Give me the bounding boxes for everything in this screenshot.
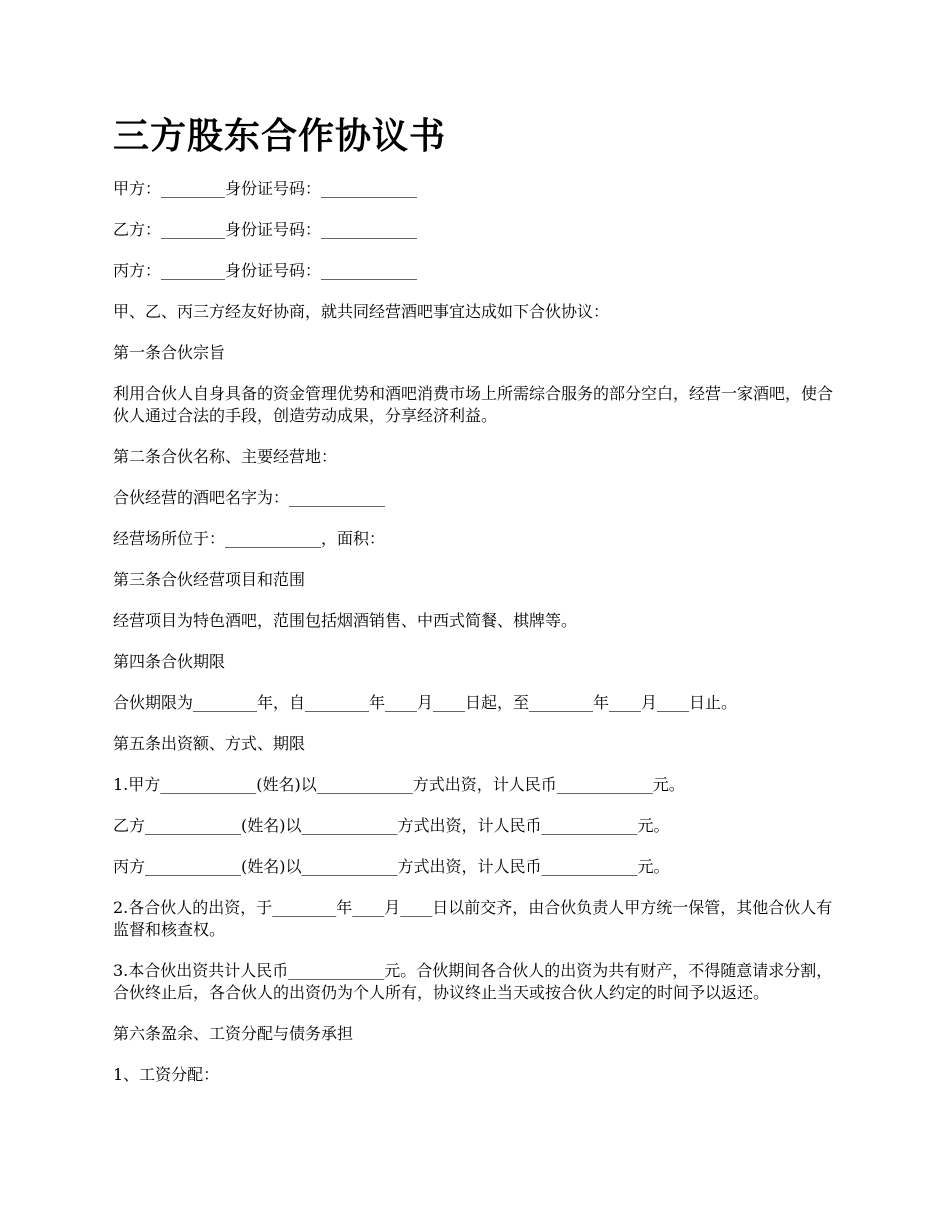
bar-name-line: 合伙经营的酒吧名字为：____________ xyxy=(113,488,386,507)
salary-distribution-line: 1、工资分配： xyxy=(113,1065,220,1084)
contribution-total: 3.本合伙出资共计人民币____________元。合伙期间各合伙人的出资为共有财产，不得随意请求分割，合伙终止后，各合伙人的出资仍为个人所有，协议终止当天或按合伙人约定的时间予以返还。 xyxy=(113,961,833,1002)
party-a-line: 甲方：________身份证号码：____________ xyxy=(113,179,418,198)
article-5-heading: 第五条出资额、方式、期限 xyxy=(113,734,306,753)
document-title: 三方股东合作协议书 xyxy=(113,115,447,157)
document-page xyxy=(113,112,843,1105)
term-line: 合伙期限为________年，自________年____月____日起，至________年____月____日止。 xyxy=(113,693,738,712)
article-4-heading: 第四条合伙期限 xyxy=(113,652,226,671)
contribution-deadline: 2.各合伙人的出资，于________年____月____日以前交齐，由合伙负责人甲方统一保管，其他合伙人有监督和核查权。 xyxy=(113,898,833,939)
article-6-heading: 第六条盈余、工资分配与债务承担 xyxy=(113,1024,354,1043)
contribution-c-line: 丙方____________(姓名)以____________方式出资，计人民币____________元。 xyxy=(113,857,670,876)
article-3-body: 经营项目为特色酒吧，范围包括烟酒销售、中西式简餐、棋牌等。 xyxy=(113,611,578,630)
party-b-line: 乙方：________身份证号码：____________ xyxy=(113,220,418,239)
contribution-b-line: 乙方____________(姓名)以____________方式出资，计人民币____________元。 xyxy=(113,816,670,835)
party-c-line: 丙方：________身份证号码：____________ xyxy=(113,261,418,280)
preamble: 甲、乙、丙三方经友好协商，就共同经营酒吧事宜达成如下合伙协议： xyxy=(113,302,610,321)
article-2-heading: 第二条合伙名称、主要经营地： xyxy=(113,447,338,466)
article-1-body: 利用合伙人自身具备的资金管理优势和酒吧消费市场上所需综合服务的部分空白，经营一家酒吧，使合伙人通过合法的手段，创造劳动成果，分享经济利益。 xyxy=(113,384,834,425)
article-1-heading: 第一条合伙宗旨 xyxy=(113,343,226,362)
location-line: 经营场所位于：____________，面积： xyxy=(113,529,386,548)
article-3-heading: 第三条合伙经营项目和范围 xyxy=(113,570,306,589)
contribution-a-line: 1.甲方____________(姓名)以____________方式出资，计人民币____________元。 xyxy=(113,775,685,794)
